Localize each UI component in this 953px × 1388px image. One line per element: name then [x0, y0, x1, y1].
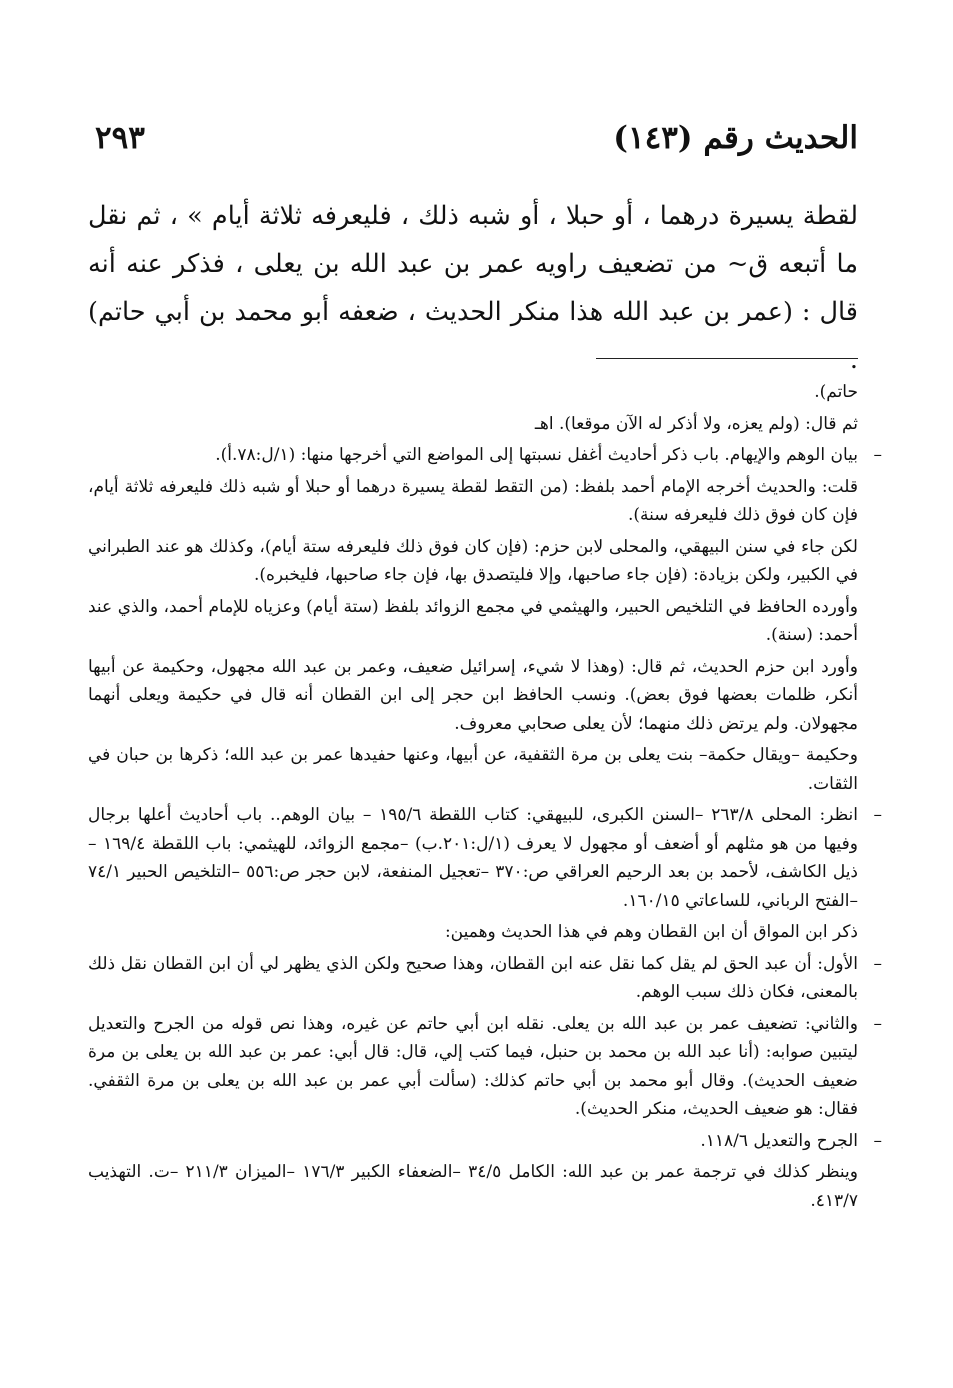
footnote-item: [88, 801, 882, 915]
footnote-text: وينظر كذلك في ترجمة عمر بن عبد الله: الكامل ٣٤/٥ –الضعفاء الكبير ١٧٦/٣ –الميزان ٢١١/٣ –ت. التهذيب ٤١٣/٧.: [88, 1162, 858, 1211]
main-paragraph: لقطة يسيرة درهما ، أو حبلا ، أو شبه ذلك ، فليعرفه ثلاثة أيام » ، ثم نقل ما أتبعه ق~ من تضعيف راويه عمر بن عبد الله بن يعلى ، فذكر عنه أنه قال : (عمر بن عبد الله هذا منكر الحديث ، ضعفه أبو محمد بن أبي حاتم) .: [88, 201, 858, 375]
page-header: [95, 108, 858, 168]
footnote-item: [88, 441, 882, 470]
page-number: ٢٩٣: [95, 120, 145, 156]
footnote-text: انظر: المحلى ٢٦٣/٨ –السنن الكبرى، للبيهقي: كتاب اللقطة ١٩٥/٦ – بيان الوهم.. باب أحاديث أعلها برجال وفيها من هو مثلهم أو أضعف أو مجهول لا يعرف (١/ل:٢٠١.ب) –مجمع الزوائد، للهيثمي: باب اللقطة ١٦٩/٤ –ذيل الكاشف، لأحمد بن بعد الرحيم العراقي ص:٣٧٠ –تعجيل المنفعة، لابن حجر ص:٥٥٦ –التلخيص الحبير ٧٤/١ –الفتح الرباني، للساعاتي ١٦٠/١٥.: [88, 805, 859, 911]
footnote-line: [88, 473, 858, 530]
footnote-dash-icon: –: [873, 445, 882, 465]
footnote-text: لكن جاء في سنن البيهقي، والمحلى لابن حزم: (فإن كان فوق ذلك فليعرفه ستة أيام)، وكذلك هو عند الطبراني في الكبير، ولكن بزيادة: (فإن جاء صاحبها، وإلا فليتصدق بها، فإن جاء صاحبها، فليخبره).: [88, 536, 858, 585]
footnote-item: [88, 1127, 882, 1156]
footnote-text: وحكيمة –ويقال حكمة– بنت يعلى بن مرة الثقفية، عن أبيها، وعنها حفيدها عمر بن عبد الله؛ ذكرها بن حبان في الثقات.: [88, 745, 858, 794]
footnote-dash-icon: –: [873, 953, 882, 974]
footnote-dash-icon: –: [873, 1130, 882, 1151]
footnote-text: وأورد ابن حزم الحديث، ثم قال: (وهذا لا شيء، إسرائيل ضعيف، وعمر بن عبد الله مجهول، وحكيمة عن أبيها أنكر، ظلمات بعضها فوق بعض). ونسب الحافظ ابن حجر إلى ابن القطان أنه قال في حكيمة ويعلى أنهما مجهولان. ولم يرتض ذلك منهما؛ لأن يعلى صحابي معروف.: [88, 656, 858, 734]
chapter-title: الحديث رقم (١٤٣): [613, 120, 858, 156]
footnote-line: [88, 1158, 858, 1215]
footnote-line: [88, 741, 858, 798]
footnote-text: قلت: والحديث أخرجه الإمام أحمد بلفظ: (من التقط لقطة يسيرة درهما أو حبلا أو شبه ذلك فليعرفه ثلاثة أيام، فإن كان فوق ذلك فليعرفه سنة).: [88, 476, 858, 525]
footnote-text: حاتم).: [814, 382, 858, 402]
footnote-line: [88, 918, 858, 947]
footnote-text: الجرح والتعديل ١١٨/٦.: [700, 1130, 858, 1151]
footnote-text: ثم قال: (ولم يعزه، ولا أذكر له الآن موقعا). اهـ: [534, 413, 858, 434]
footnote-line: [88, 653, 858, 739]
footnotes-section: [88, 378, 882, 1218]
footnote-line: [88, 593, 858, 650]
footnote-line: [88, 410, 858, 439]
footnote-line: [88, 378, 858, 407]
footnote-divider: [596, 358, 858, 359]
footnote-text: الأول: أن عبد الحق لم يقل كما نقل عنه ابن القطان، وهذا صحيح ولكن الذي يظهر لي أن ابن القطان نقل ذلك بالمعنى، فكان ذلك سبب الوهم.: [88, 953, 858, 1002]
footnote-dash-icon: –: [873, 1013, 882, 1034]
footnote-text: بيان الوهم والإيهام. باب ذكر أحاديث أغفل نسبتها إلى المواضع التي أخرجها منها: (١/ل:٧٨.أ).: [215, 445, 858, 465]
footnote-text: وأورده الحافظ في التلخيص الحبير، والهيثمي في مجمع الزوائد بلفظ (ستة أيام) وعزياه للإمام أحمد، والذي عند أحمد: (سنة).: [88, 596, 858, 645]
footnote-item: [88, 950, 882, 1007]
footnote-item: [88, 1010, 882, 1124]
main-text-body: [88, 192, 858, 384]
footnote-text: ذكر ابن المواق أن ابن القطان وهم في هذا الحديث وهمين:: [444, 922, 858, 942]
footnote-dash-icon: –: [873, 805, 882, 825]
footnote-text: والثاني: تضعيف عمر بن عبد الله بن يعلى. نقله ابن أبي حاتم عن غيره، وهذا نص قوله من الجرح والتعديل ليتبين صوابه: (أنا عبد الله بن محمد بن حنبل، فيما كتب إلي، قال: قال أبي: عمر بن عبد الله بن يعلى بن مرة ضعيف الحديث). وقال أبو محمد بن أبي حاتم كذلك: (سألت أبي عمر بن عبد الله بن يعلى بن مرة الثقفي. فقال: هو ضعيف الحديث، منكر الحديث).: [88, 1013, 858, 1119]
footnote-line: [88, 533, 858, 590]
